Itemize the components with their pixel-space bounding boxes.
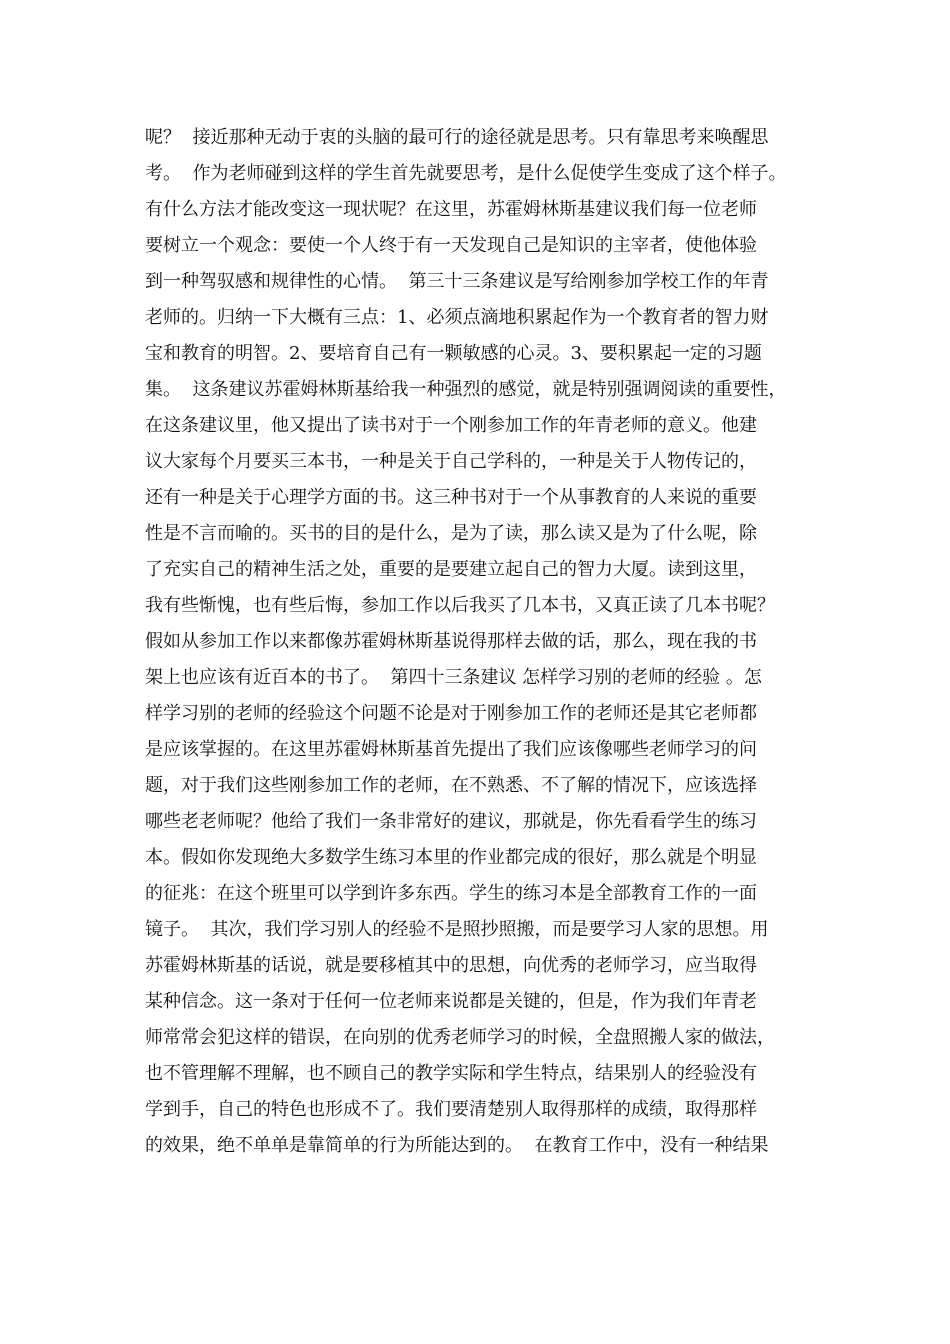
text-line: 是应该掌握的。在这里苏霍姆林斯基首先提出了我们应该像哪些老师学习的问: [145, 739, 757, 760]
text-line: 镜子。 其次，我们学习别人的经验不是照抄照搬，而是要学习人家的思想。用: [145, 919, 769, 940]
text-line: 性是不言而喻的。买书的目的是什么，是为了读，那么读又是为了什么呢，除: [145, 523, 757, 544]
text-line: 宝和教育的明智。2、要培育自己有一颗敏感的心灵。3、要积累起一定的习题: [145, 343, 762, 364]
text-line: 学到手，自己的特色也形成不了。我们要清楚别人取得那样的成绩，取得那样: [145, 1099, 757, 1120]
text-line: 假如从参加工作以来都像苏霍姆林斯基说得那样去做的话，那么，现在我的书: [145, 631, 757, 652]
text-line: 架上也应该有近百本的书了。 第四十三条建议 怎样学习别的老师的经验 。怎: [145, 667, 762, 688]
text-line: 哪些老老师呢？他给了我们一条非常好的建议，那就是，你先看看学生的练习: [145, 811, 757, 832]
text-line: 师常常会犯这样的错误，在向别的优秀老师学习的时候，全盘照搬人家的做法，: [145, 1027, 775, 1048]
text-line: 我有些惭愧，也有些后悔，参加工作以后我买了几本书，又真正读了几本书呢？: [145, 595, 775, 616]
text-line: 了充实自己的精神生活之处，重要的是要建立起自己的智力大厦。读到这里，: [145, 559, 757, 580]
text-line: 到一种驾驭感和规律性的心情。 第三十三条建议是写给刚参加学校工作的年青: [145, 271, 769, 292]
text-line: 呢？ 接近那种无动于衷的头脑的最可行的途径就是思考。只有靠思考来唤醒思: [145, 127, 769, 148]
text-line: 样学习别的老师的经验这个问题不论是对于刚参加工作的老师还是其它老师都: [145, 703, 757, 724]
text-line: 也不管理解不理解，也不顾自己的教学实际和学生特点，结果别人的经验没有: [145, 1063, 757, 1084]
text-line: 老师的。归纳一下大概有三点：1、必须点滴地积累起作为一个教育者的智力财: [145, 307, 769, 328]
body-text: [145, 120, 825, 1164]
text-line: 的征兆：在这个班里可以学到许多东西。学生的练习本是全部教育工作的一面: [145, 883, 757, 904]
text-line: 还有一种是关于心理学方面的书。这三种书对于一个从事教育的人来说的重要: [145, 487, 757, 508]
text-line: 苏霍姆林斯基的话说，就是要移植其中的思想，向优秀的老师学习，应当取得: [145, 955, 757, 976]
text-line: 考。 作为老师碰到这样的学生首先就要思考，是什么促使学生变成了这个样子。: [145, 163, 787, 184]
text-line: 某种信念。这一条对于任何一位老师来说都是关键的，但是，作为我们年青老: [145, 991, 757, 1012]
text-line: 集。 这条建议苏霍姆林斯基给我一种强烈的感觉，就是特别强调阅读的重要性，: [145, 379, 787, 400]
text-line: 题，对于我们这些刚参加工作的老师，在不熟悉、不了解的情况下，应该选择: [145, 775, 757, 796]
text-line: 有什么方法才能改变这一现状呢？在这里，苏霍姆林斯基建议我们每一位老师: [145, 199, 757, 220]
text-line: 要树立一个观念：要使一个人终于有一天发现自己是知识的主宰者，使他体验: [145, 235, 757, 256]
text-line: 本。假如你发现绝大多数学生练习本里的作业都完成的很好，那么就是个明显: [145, 847, 757, 868]
text-line: 在这条建议里，他又提出了读书对于一个刚参加工作的年青老师的意义。他建: [145, 415, 757, 436]
text-line: 的效果，绝不单单是靠简单的行为所能达到的。 在教育工作中，没有一种结果: [145, 1135, 769, 1156]
text-line: 议大家每个月要买三本书，一种是关于自己学科的，一种是关于人物传记的，: [145, 451, 757, 472]
